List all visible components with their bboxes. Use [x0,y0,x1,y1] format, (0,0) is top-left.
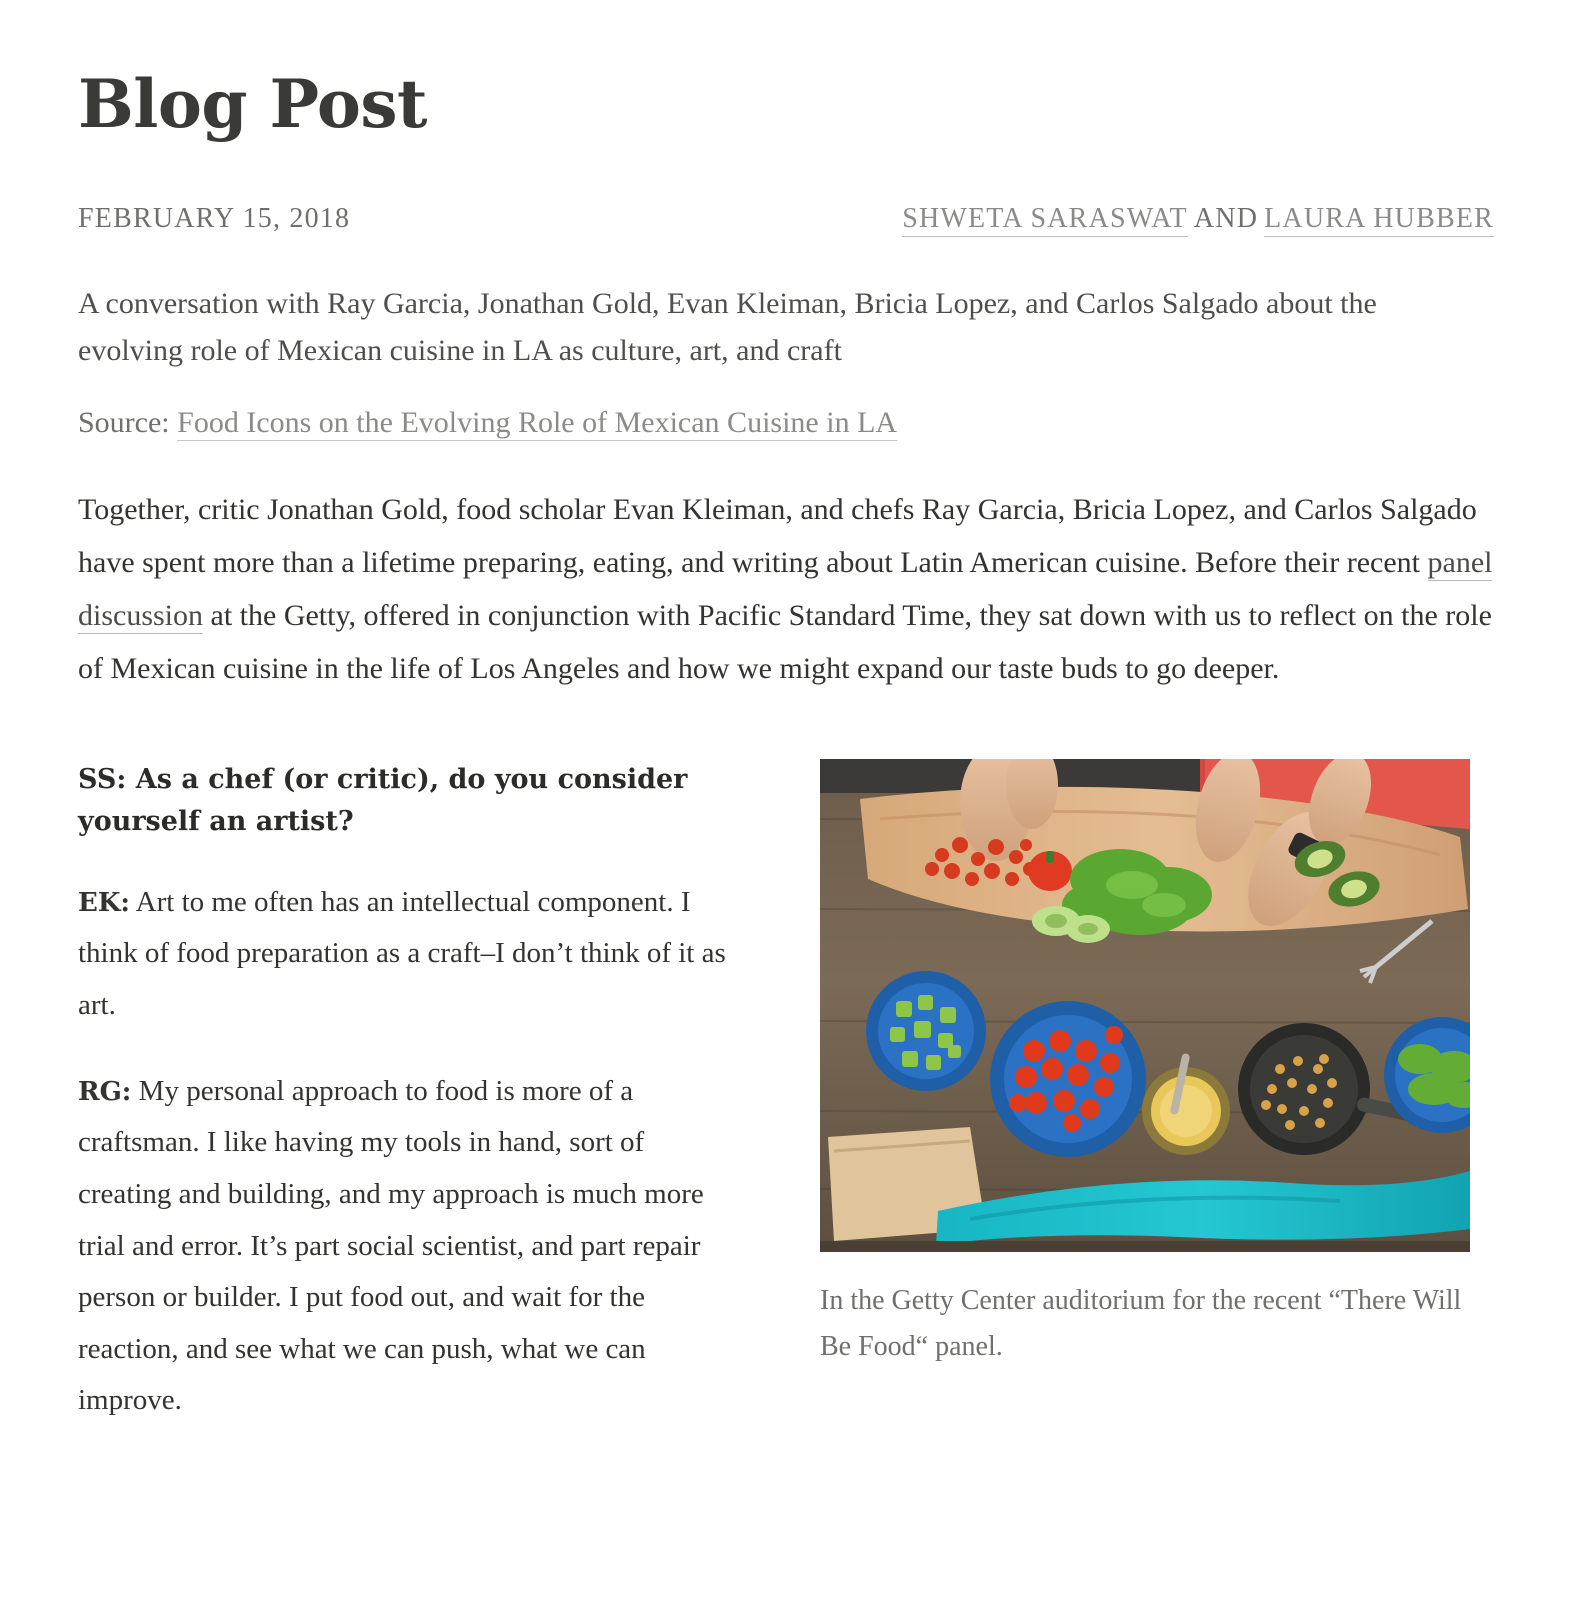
article-body [78,759,1494,1461]
page-title: Blog Post [78,65,428,143]
speaker-initials: RG: [78,1076,132,1107]
panel-discussion-link[interactable]: panel discussion [78,545,1493,632]
answer-text: My personal approach to food is more of a craftsman. I like having my tools in hand, sort of creating and building, and my approach is much more trial and error. It’s part social scientist, and part repair person or builder. I put food out, and wait for the reaction, and see what we can push, what we can improve. [78,1074,704,1417]
figure-caption: In the Getty Center auditorium for the recent “There Will Be Food“ panel. [820,1285,1462,1362]
interview-column [78,759,728,1461]
intro-text-part-2: at the Getty, offered in conjunction with Pacific Standard Time, they sat down with us to reflect on the role of Mexican cuisine in the life of Los Angeles and how we might expand our taste buds to go deeper. [78,598,1492,686]
interview-question: SS: As a chef (or critic), do you consider yourself an artist? [78,764,688,838]
answer-text: Art to me often has an intellectual component. I think of food preparation as a craft–I don’t think of it as art. [78,885,726,1022]
figure-column [820,759,1470,1369]
intro-text-part-1: Together, critic Jonathan Gold, food scholar Evan Kleiman, and chefs Ray Garcia, Bricia Lopez, and Carlos Salgado have spent more than a lifetime preparing, eating, and writing about Latin American cuisine. Before their recent [78,492,1477,579]
interview-answer [78,877,728,1032]
source-link[interactable]: Food Icons on the Evolving Role of Mexican Cuisine in LA [177,406,898,440]
food-table-photo [820,759,1470,1252]
author-link-1[interactable]: SHWETA SARASWAT [902,203,1188,237]
post-lede: A conversation with Ray Garcia, Jonathan Gold, Evan Kleiman, Bricia Lopez, and Carlos Salgado about the evolving role of Mexican cuisine in LA as culture, art, and craft [78,287,1377,367]
byline-conjunction: AND [1193,203,1259,235]
interview-answer [78,1066,728,1427]
post-meta [78,203,1494,235]
publish-date: FEBRUARY 15, 2018 [78,203,351,235]
article-figure [820,759,1470,1369]
intro-paragraph [78,483,1494,695]
author-byline [902,203,1494,235]
speaker-initials: EK: [78,887,131,918]
source-line [78,400,1494,447]
source-label: Source: [78,406,170,440]
author-link-2[interactable]: LAURA HUBBER [1264,203,1494,237]
